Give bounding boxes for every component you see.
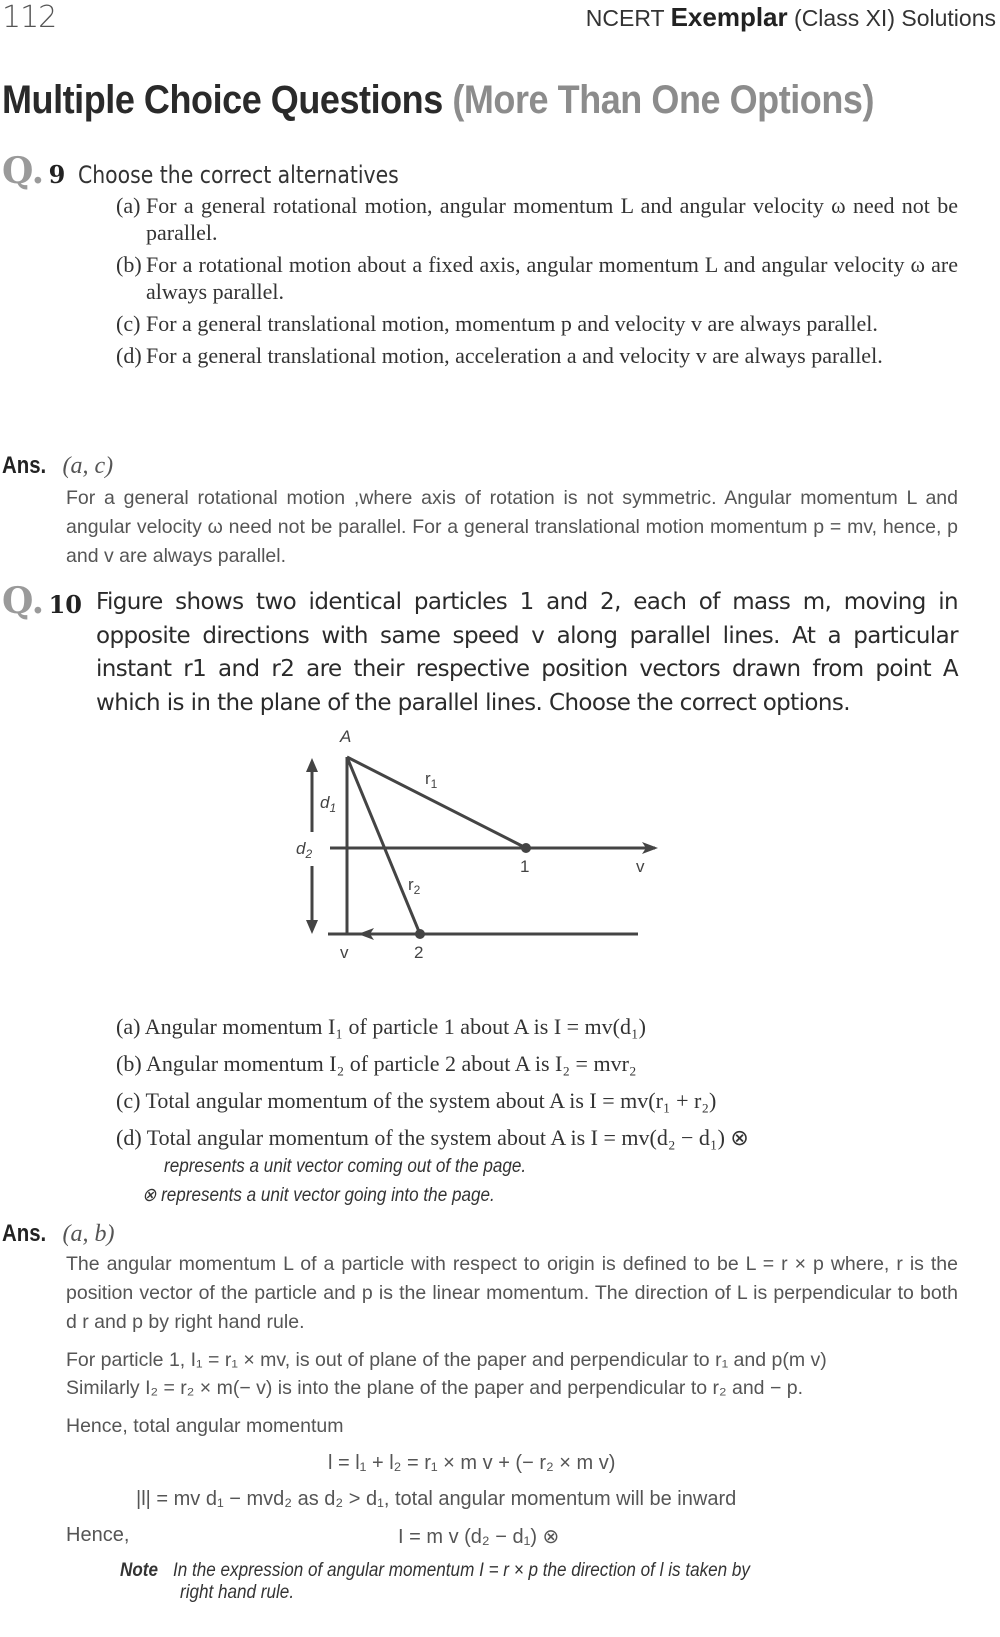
note-label: Note	[120, 1560, 159, 1581]
answer-value: (a, c)	[62, 453, 114, 479]
question-prompt: Choose the correct alternatives	[77, 161, 399, 189]
q9-option-b	[116, 251, 958, 305]
option-text: Total angular momentum of the system about A is I = mv(r₁ + r₂)	[145, 1088, 717, 1113]
q10-prompt-wrap	[96, 586, 958, 720]
answer-label: Ans.	[2, 452, 47, 479]
arrow-down-icon	[306, 920, 318, 934]
q10-options	[116, 1008, 916, 1156]
r1-vector	[347, 757, 526, 848]
particle-2-dot	[415, 929, 425, 939]
point-a-label: A	[340, 727, 352, 746]
option-text: For a rotational motion about a fixed axis, angular momentum L and angular velocity ω are always parallel.	[146, 252, 958, 304]
q10-explanation-p1: The angular momentum L of a particle with respect to origin is defined to be L = r × p where, r is the position vector of the particle and p is the linear momentum. The direction of L is perpendicular to both d r and p by right hand rule.	[66, 1253, 958, 1333]
option-text: For a general translational motion, acceleration a and velocity v are always parallel.	[146, 343, 883, 368]
q10-answer	[2, 1220, 114, 1248]
q10-heading	[2, 580, 82, 622]
question-number: 10	[48, 590, 82, 619]
q9-option-d	[116, 342, 958, 369]
note-out-of-page: represents a unit vector coming out of the page.	[164, 1156, 527, 1177]
option-label: (c)	[116, 311, 141, 336]
equation-magnitude: |l| = mv d₁ − mvd₂ as d₂ > d₁, total angular momentum will be inward	[136, 1488, 737, 1510]
note-text-line1: In the expression of angular momentum I = r × p the direction of l is taken by	[172, 1560, 750, 1581]
q9-heading	[2, 150, 455, 192]
r1-label: $r_1$	[425, 769, 438, 791]
hence-label: Hence,	[66, 1524, 130, 1546]
q10-explanation-p3: Hence, total angular momentum	[66, 1415, 344, 1437]
option-label: (d)	[116, 343, 142, 368]
running-head-suffix: (Class XI) Solutions	[794, 5, 996, 31]
section-title	[2, 78, 874, 123]
arrow-up-icon	[306, 758, 318, 772]
running-head	[586, 2, 996, 33]
equation-total: l = l₁ + l₂ = r₁ × m v + (− r₂ × m v)	[328, 1452, 616, 1474]
section-title-sub: (More Than One Options)	[452, 78, 874, 122]
option-label: (b)	[116, 252, 142, 277]
option-label: (d)	[116, 1125, 142, 1150]
particle-1-label: 1	[520, 857, 530, 876]
particles-diagram	[290, 722, 710, 992]
equation-result: I = m v (d₂ − d₁) ⊗	[398, 1526, 560, 1548]
note-text-line2: right hand rule.	[180, 1582, 295, 1603]
question-number: 9	[48, 160, 66, 189]
note-into-page: ⊗ represents a unit vector going into the page.	[142, 1185, 495, 1206]
option-text: Total angular momentum of the system about A is I = mv(d₂ − d₁) ⊗	[146, 1125, 749, 1150]
q10-option-d	[116, 1119, 916, 1156]
option-label: (a)	[116, 1014, 141, 1039]
q9-option-c	[116, 310, 958, 337]
running-head-bold: Exemplar	[670, 2, 788, 32]
q10-option-c	[116, 1082, 916, 1119]
v-bottom-label: v	[340, 943, 349, 962]
option-text: Angular momentum I₁ of particle 1 about A is I = mv(d₁)	[144, 1014, 646, 1039]
q10-explanation-p2: For particle 1, I₁ = r₁ × mv, is out of plane of the paper and perpendicular to r₁ and p(m v) Similarly I₂ = r₂ × m(− v) is into the plane of the paper and perpendicular to r₂ and − p.	[66, 1349, 827, 1399]
option-label: (a)	[116, 193, 141, 218]
note-block	[120, 1560, 960, 1604]
r2-label: $r_2$	[408, 875, 421, 897]
q9-explanation: For a general rotational motion ,where axis of rotation is not symmetric. Angular momentum L and angular velocity ω need not be parallel. For a general translational motion momentum p = mv, hence, p and v are always parallel.	[66, 487, 958, 567]
d1-label: $d_1$	[320, 793, 337, 815]
v-top-label: v	[636, 857, 645, 876]
option-text: For a general translational motion, momentum p and velocity v are always parallel.	[146, 311, 878, 336]
page-number: 112	[2, 0, 57, 35]
answer-value: (a, b)	[62, 1221, 115, 1247]
q9-option-a	[116, 192, 958, 246]
answer-label: Ans.	[2, 1220, 47, 1247]
question-prompt: Figure shows two identical particles 1 and 2, each of mass m, moving in opposite directions with same speed v along parallel lines. At a particular instant r1 and r2 are their respective position vectors drawn from point A which is in the plane of the parallel lines. Choose the correct options.	[96, 589, 958, 716]
option-text: For a general rotational motion, angular momentum L and angular velocity ω need not be parallel.	[146, 193, 958, 245]
running-head-prefix: NCERT	[585, 5, 665, 31]
option-text: Angular momentum I₂ of particle 2 about A is I₂ = mvr₂	[145, 1051, 637, 1076]
q10-option-a	[116, 1008, 916, 1045]
q9-options	[116, 192, 958, 374]
question-mark-icon: Q.	[2, 580, 45, 622]
option-label: (c)	[116, 1088, 141, 1113]
particle-1-dot	[521, 843, 531, 853]
r2-vector	[347, 757, 420, 934]
option-label: (b)	[116, 1051, 142, 1076]
particle-2-label: 2	[414, 943, 424, 962]
question-mark-icon: Q.	[2, 150, 45, 192]
section-title-main: Multiple Choice Questions	[2, 78, 443, 122]
q9-answer	[2, 452, 113, 480]
q10-option-b	[116, 1045, 916, 1082]
d2-label: $d_2$	[296, 839, 313, 861]
